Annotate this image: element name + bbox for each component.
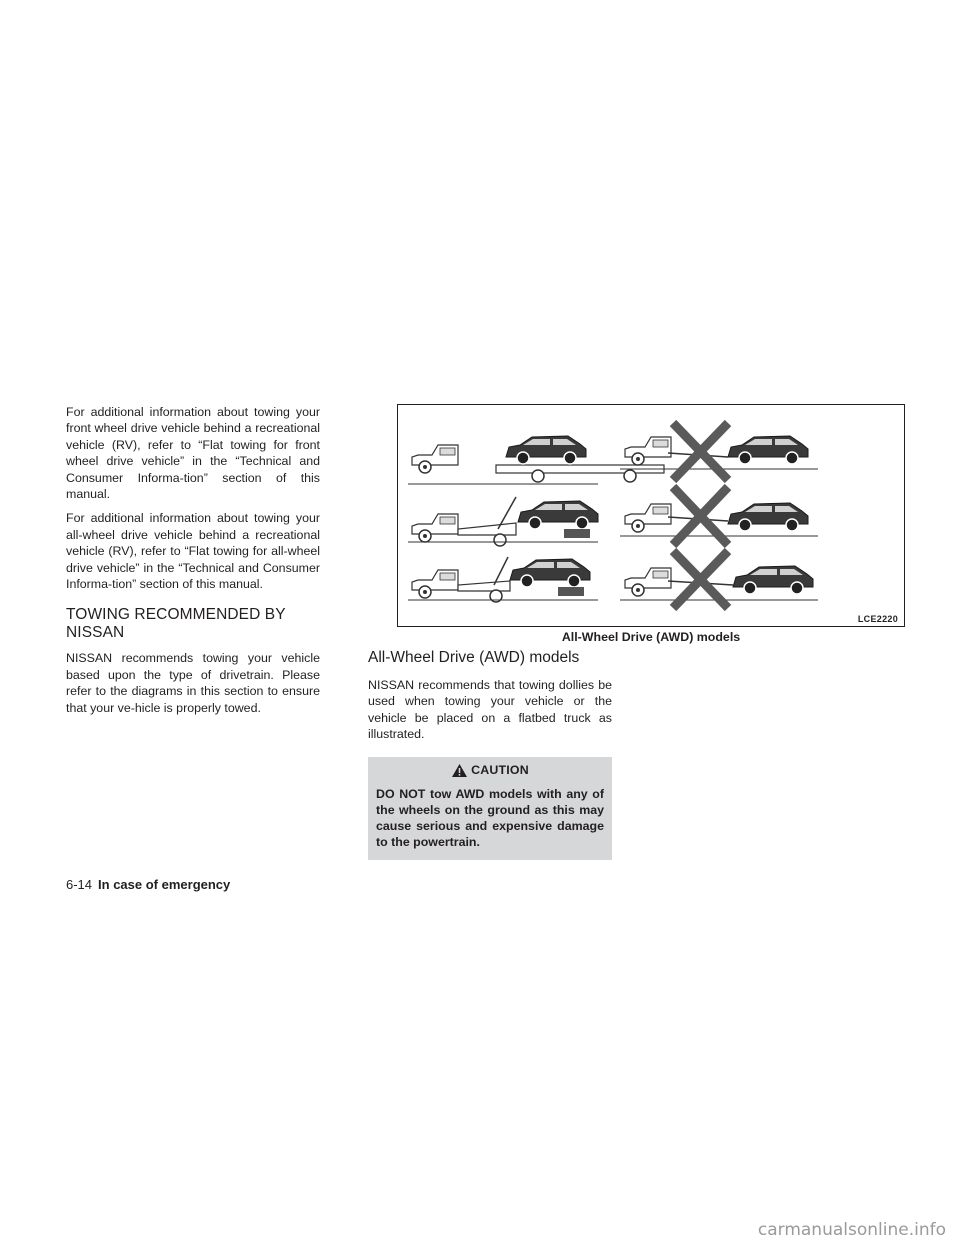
figure-caption: All-Wheel Drive (AWD) models [561, 630, 741, 644]
caution-text: DO NOT tow AWD models with any of the wheels on the ground as this may cause serious and expensive damage to the powertrain. [376, 786, 604, 849]
figure-code: LCE2220 [857, 614, 898, 624]
caution-header [376, 763, 604, 778]
awd-paragraph: NISSAN recommends that towing dollies be used when towing your vehicle or the vehicle be placed on a flatbed truck as illustrated. [368, 678, 612, 742]
warning-triangle-icon [451, 763, 468, 778]
caution-title: CAUTION [471, 763, 529, 778]
rv-all-wheel-paragraph: For additional information about towing your all-wheel drive vehicle behind a recreational vehicle (RV), refer to “Flat towing for all-wheel drive vehicle” in the “Technical and Consumer Informa-tion” section of this manual. [66, 511, 320, 592]
watermark: carmanualsonline.info [757, 1220, 946, 1240]
awd-subheading: All-Wheel Drive (AWD) models [368, 649, 580, 666]
middle-column [368, 648, 612, 860]
section-heading: TOWING RECOMMENDED BY NISSAN [66, 606, 286, 642]
dolly-tow-scene-2 [408, 557, 598, 602]
wheel-lift-tow-crossed-2 [620, 487, 818, 545]
cross-mark-icon [673, 551, 728, 608]
cross-mark-icon [673, 423, 728, 480]
towing-diagrams [398, 405, 906, 628]
page-number: 6-14 [66, 877, 93, 892]
wheel-lift-tow-crossed-3 [620, 551, 818, 608]
left-column [66, 404, 320, 724]
caution-box [368, 757, 612, 860]
recommendation-paragraph: NISSAN recommends towing your vehicle based upon the type of drivetrain. Please refer to the diagrams in this section to ensure that your ve-hicle is properly towed. [66, 651, 320, 715]
rv-front-wheel-paragraph: For additional information about towing your front wheel drive vehicle behind a recreational vehicle (RV), refer to “Flat towing for front wheel drive vehicle” in the “Technical and Consumer Informa-tion” section of this manual. [66, 405, 320, 502]
towing-illustration [397, 404, 905, 627]
flatbed-truck-scene [408, 436, 664, 484]
section-title: In case of emergency [98, 877, 231, 892]
page-footer [66, 877, 230, 892]
dolly-tow-scene-1 [408, 497, 598, 546]
